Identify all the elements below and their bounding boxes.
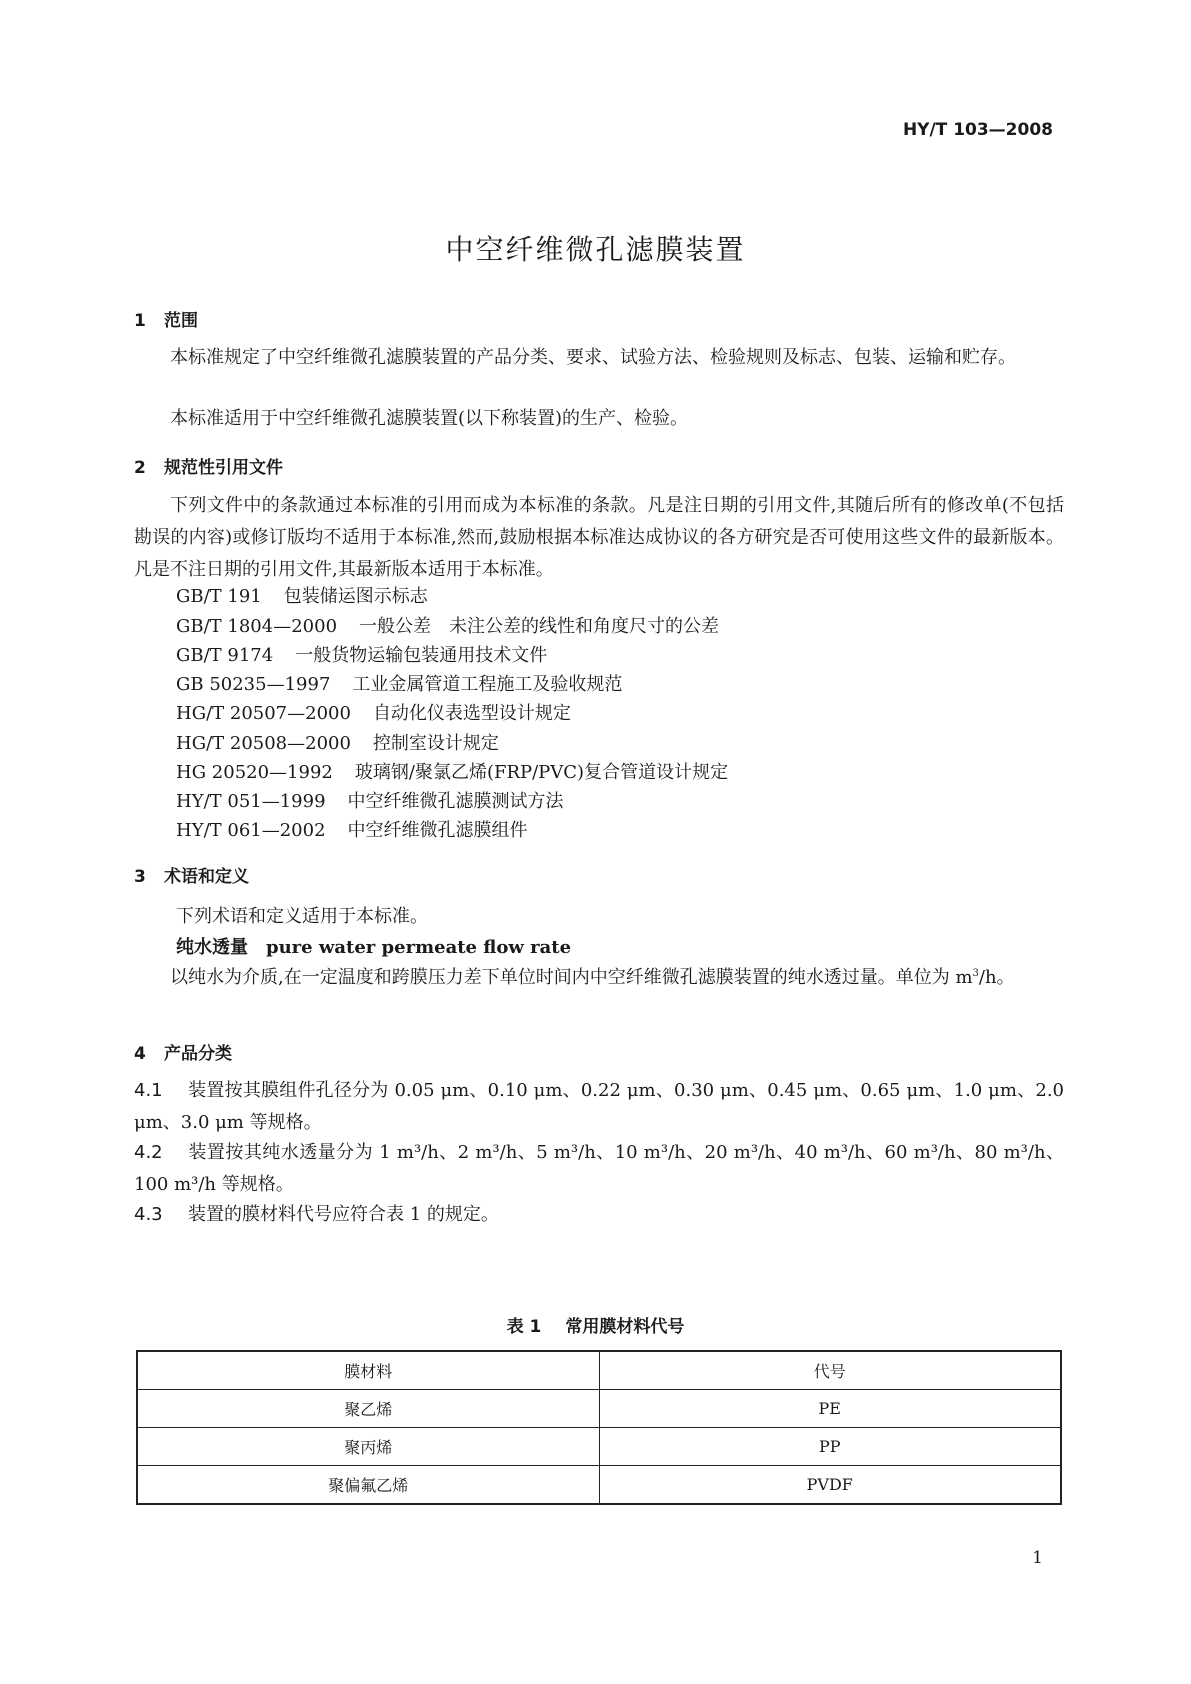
reference-item [176,582,428,608]
reference-title: 自动化仪表选型设计规定 [372,703,571,724]
section-1-heading [134,306,198,331]
section-3-heading [134,862,249,887]
table-cell: 聚丙烯 [137,1428,599,1466]
reference-title: 玻璃钢/聚氯乙烯(FRP/PVC)复合管道设计规定 [354,762,729,783]
reference-title: 中空纤维微孔滤膜组件 [347,820,528,841]
reference-item [176,641,547,667]
section-title: 术语和定义 [164,867,249,887]
document-code: HY/T 103—2008 [902,120,1053,140]
reference-code: HY/T 051—1999 [176,791,326,812]
document-title: 中空纤维微孔滤膜装置 [445,233,746,266]
reference-item [176,612,719,638]
section-title: 产品分类 [164,1044,232,1064]
term-english: pure water permeate flow rate [266,937,572,958]
clause-number: 4.1 [134,1080,163,1101]
table-row [137,1390,1061,1428]
reference-code: GB/T 191 [176,586,262,607]
reference-item [176,729,499,755]
section-4-heading [134,1039,232,1064]
unit-exponent: 3 [972,968,979,979]
column-header: 膜材料 [137,1351,599,1390]
table-title: 常用膜材料代号 [565,1317,685,1337]
unit-tail: /h。 [978,967,1015,988]
table-cell: 聚乙烯 [137,1390,599,1428]
table-caption [0,1312,1191,1337]
section-2-paragraph-1: 下列文件中的条款通过本标准的引用而成为本标准的条款。凡是注日期的引用文件,其随后所有的修改单(不包括勘误的内容)或修订版均不适用于本标准,然而,鼓励根据本标准达成协议的各方研究是否可使用这些文件的最新版本。凡是不注日期的引用文件,其最新版本适用于本标准。 [134,495,1064,580]
table-cell: 聚偏氟乙烯 [137,1466,599,1505]
section-1-paragraph-2: 本标准适用于中空纤维微孔滤膜装置(以下称装置)的生产、检验。 [170,408,689,429]
section-number: 4 [134,1044,146,1064]
column-header: 代号 [599,1351,1061,1390]
page-number: 1 [1032,1548,1043,1568]
reference-title: 中空纤维微孔滤膜测试方法 [347,791,564,812]
clause-4-2 [134,1137,1064,1201]
table-number: 表 1 [506,1317,542,1337]
reference-code: HY/T 061—2002 [176,820,326,841]
reference-item [176,787,564,813]
reference-title: 一般货物运输包装通用技术文件 [295,645,548,666]
clause-4-3 [134,1199,1064,1231]
clause-text: 装置按其膜组件孔径分为 0.05 μm、0.10 μm、0.22 μm、0.30 μm、0.45 μm、0.65 μm、1.0 μm、2.0 μm、3.0 μm 等规格。 [134,1080,1064,1133]
definition-text: 以纯水为介质,在一定温度和跨膜压力差下单位时间内中空纤维微孔滤膜装置的纯水透过量。单位为 [170,967,950,988]
reference-title: 一般公差 未注公差的线性和角度尺寸的公差 [359,616,720,637]
reference-item [176,758,728,784]
reference-item [176,816,528,842]
reference-title: 控制室设计规定 [372,733,499,754]
clause-4-1 [134,1075,1064,1139]
section-3-paragraph-1: 下列术语和定义适用于本标准。 [176,906,428,927]
reference-code: HG 20520—1992 [176,762,333,783]
section-2-heading [134,453,283,478]
table-cell: PP [599,1428,1061,1466]
reference-code: HG/T 20508—2000 [176,733,351,754]
term-definition [134,958,1064,994]
section-number: 2 [134,458,146,478]
section-number: 3 [134,867,146,887]
reference-code: GB 50235—1997 [176,674,331,695]
table-row [137,1466,1061,1505]
reference-item [176,699,571,725]
section-number: 1 [134,311,146,331]
table-cell: PE [599,1390,1061,1428]
clause-text: 装置按其纯水透量分为 1 m³/h、2 m³/h、5 m³/h、10 m³/h、20 m³/h、40 m³/h、60 m³/h、80 m³/h、100 m³/h 等规格。 [134,1142,1064,1195]
reference-code: GB/T 9174 [176,645,274,666]
reference-title: 工业金属管道工程施工及验收规范 [352,674,623,695]
term-chinese: 纯水透量 [176,937,248,958]
unit-base: m [955,967,973,988]
reference-code: HG/T 20507—2000 [176,703,351,724]
table-row [137,1428,1061,1466]
section-title: 范围 [164,311,198,331]
reference-code: GB/T 1804—2000 [176,616,338,637]
clause-number: 4.2 [134,1142,163,1163]
reference-item [176,670,622,696]
reference-title: 包装储运图示标志 [283,586,428,607]
membrane-material-table [136,1350,1062,1505]
term-entry [176,933,571,959]
table-cell: PVDF [599,1466,1061,1505]
section-title: 规范性引用文件 [164,458,283,478]
clause-text: 装置的膜材料代号应符合表 1 的规定。 [188,1204,499,1225]
clause-number: 4.3 [134,1204,163,1225]
section-1-paragraph-1: 本标准规定了中空纤维微孔滤膜装置的产品分类、要求、试验方法、检验规则及标志、包装、运输和贮存。 [170,347,1016,368]
table-header-row [137,1351,1061,1390]
